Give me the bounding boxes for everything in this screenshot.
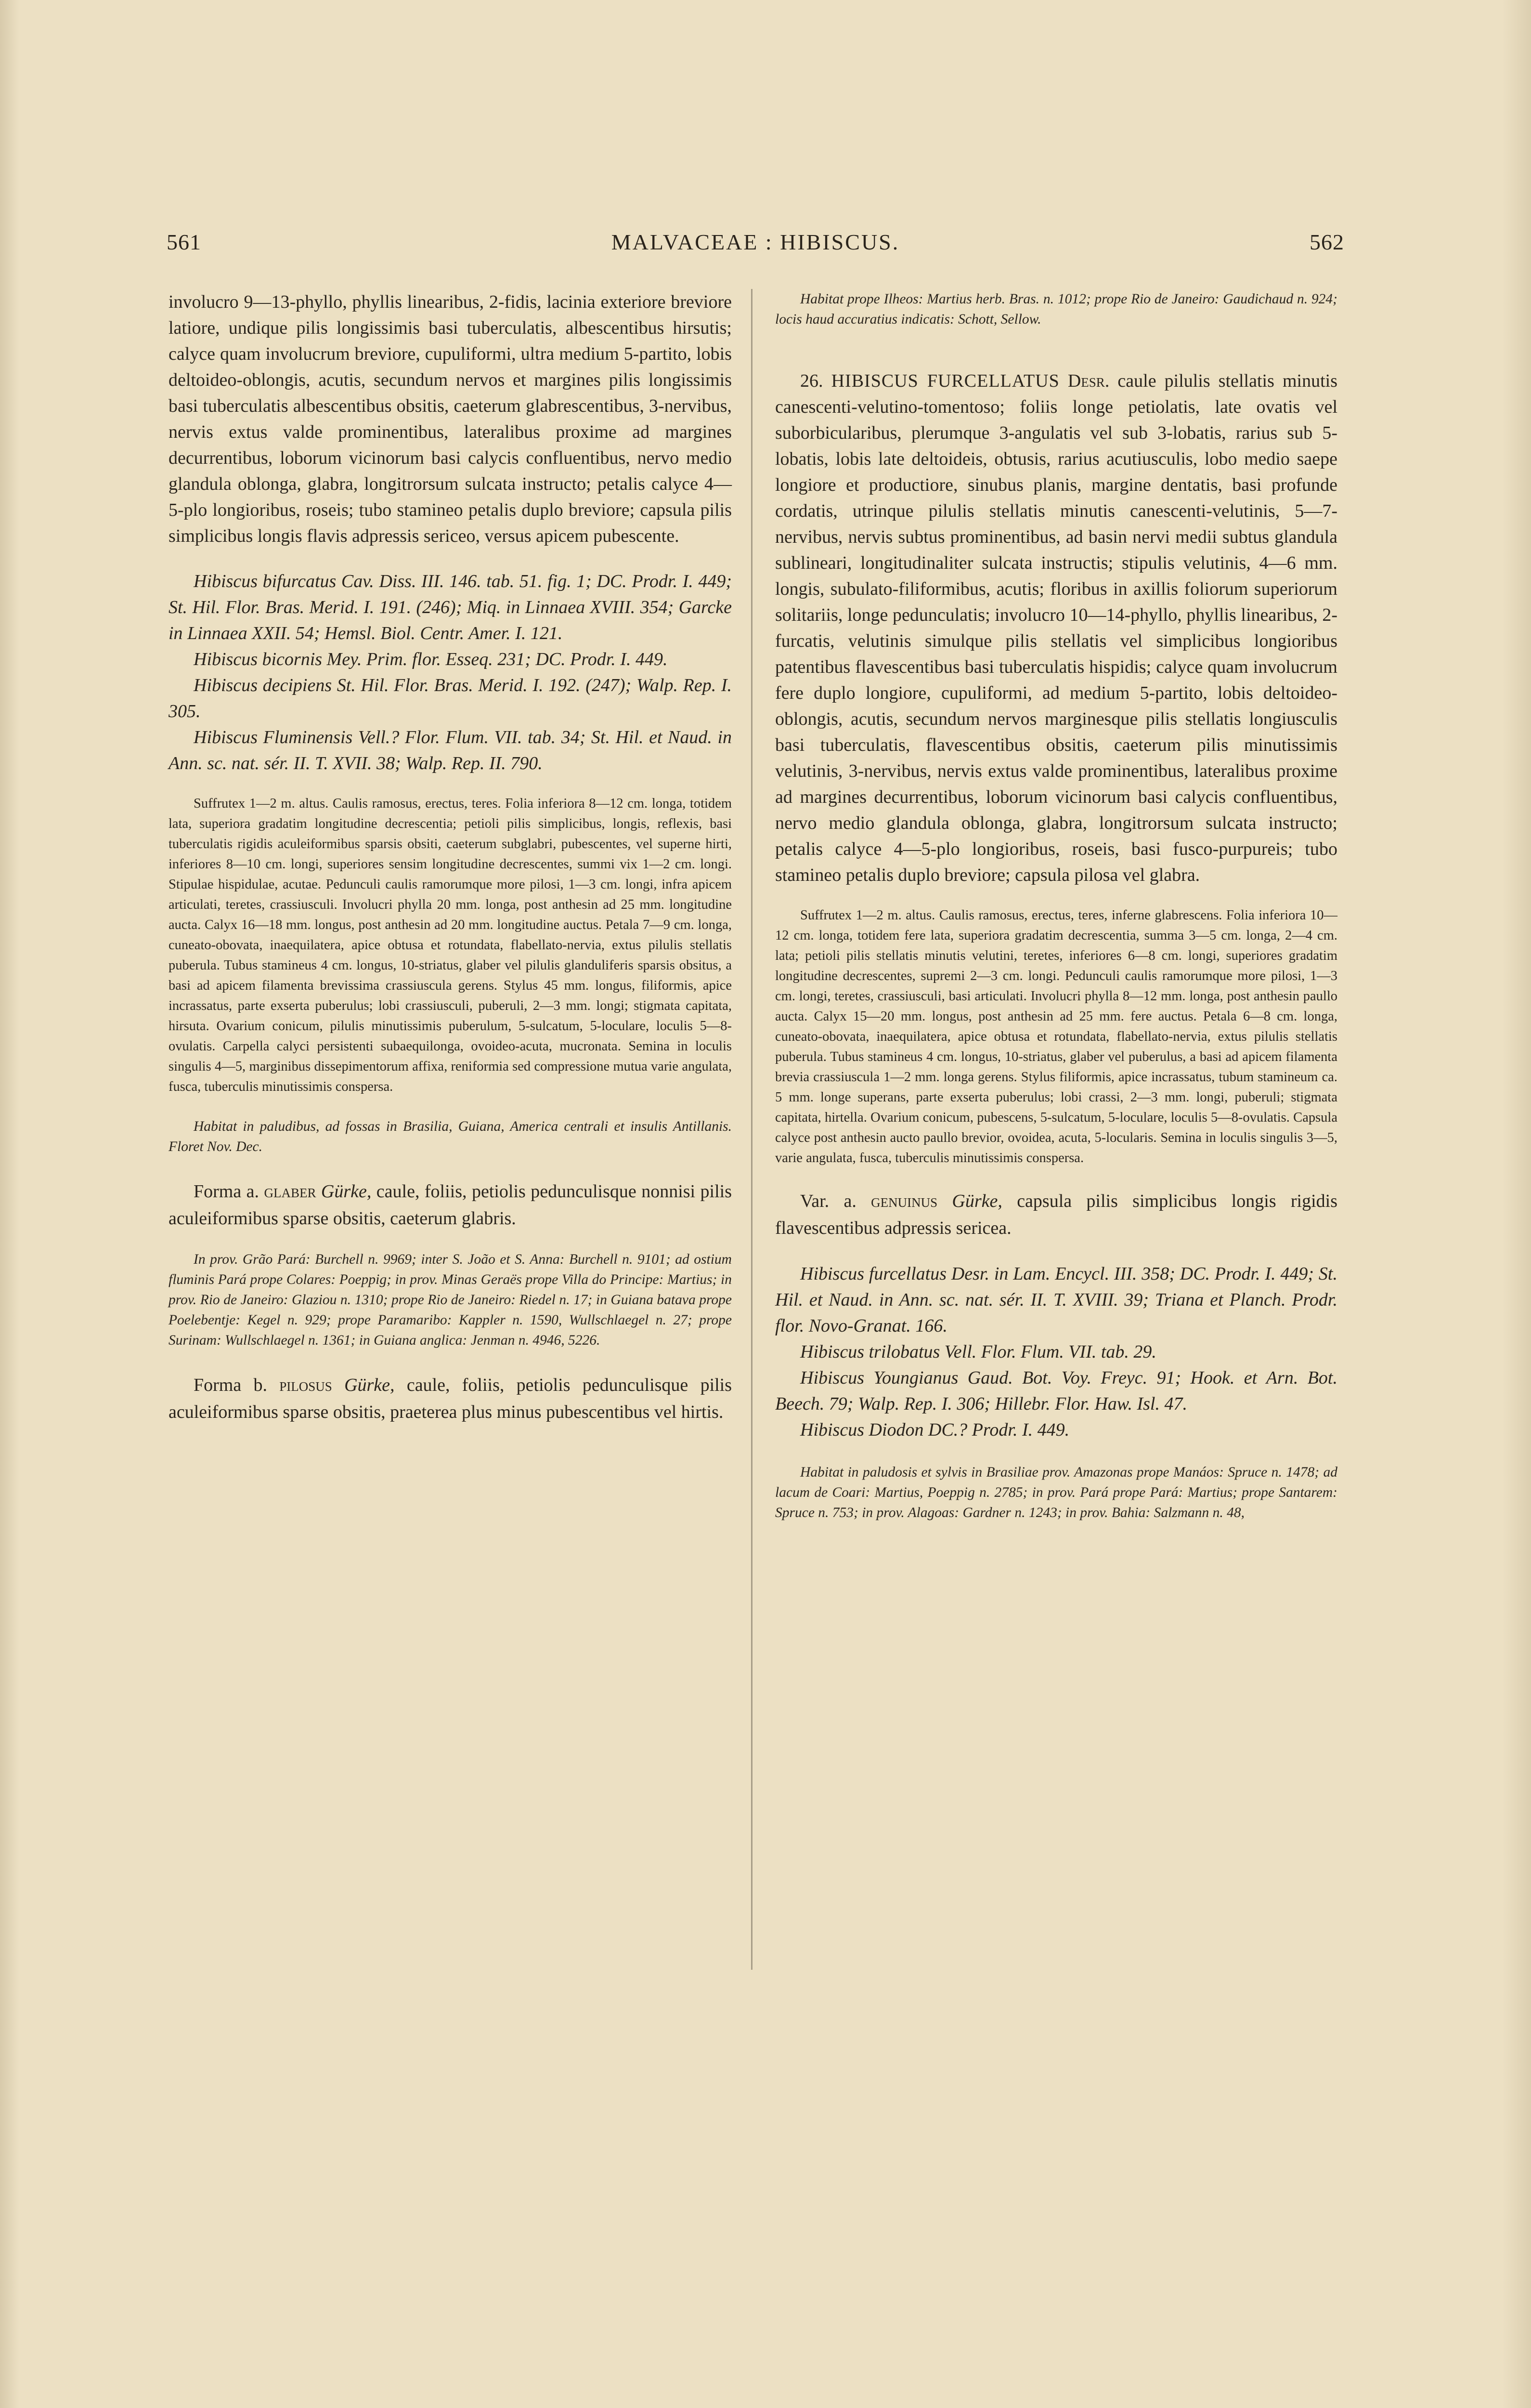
running-title: MALVACEAE : HIBISCUS. (611, 230, 900, 254)
forma-b-author: Gürke, (344, 1375, 395, 1395)
page-edge-shade-right (1502, 0, 1531, 2408)
column-divider (751, 289, 753, 1970)
habitat-note-top: Habitat prope Ilheos: Martius herb. Bras. n. 1012; prope Rio de Janeiro: Gaudichaud n. 924; locis haud accuratius indicatis: Schott, Sellow. (775, 291, 1337, 327)
citation: Hibiscus Fluminensis Vell.? Flor. Flum. VII. tab. 34; St. Hil. et Naud. in Ann. sc. nat. sér. II. T. XVII. 38; Walp. Rep. II. 790. (169, 727, 732, 773)
forma-a-name: glaber (264, 1181, 316, 1202)
variety-a-author: Gürke, (952, 1191, 1002, 1211)
morphology-details: Suffrutex 1—2 m. altus. Caulis ramosus, erectus, teres, inferne glabrescens. Folia inferiora 10—12 cm. longa, totidem fere lata, superiora gradatim decrescentia, summa 3—5 cm. longa, 2—4 cm. lata; petioli pilis stellatis minutis velutini, teretes, inferiores 6—8 cm. longi, superiores gradatim longitudine decrescentes, supremi 2—3 cm. longi. Pedunculi caulis ramorumque more pilosi, 1—3 cm. longi, teretes, crassiusculi, basi articulati. Involucri phylla 8—12 mm. longa, post anthesin paullo aucta. Calyx 15—20 mm. longus, post anthesin ad 25 mm. fere auctus. Petala 6—8 cm. longa, cuneato-obovata, inaequilatera, apice obtusa et rotundata, flabellato-nervia, extus pilulis stellatis puberula. Tubus stamineus 4 cm. longus, 10-striatus, glaber vel puberulus, a basi ad apicem filamenta brevia crassiuscula 1—2 mm. longa gerens. Stylus filiformis, apice incrassatus, tubum stamineum ca. 5 mm. longe superans, parte exserta puberulus; lobi crassi, 2—3 mm. longi, puberuli; stigmata capitata, hirtella. Ovarium conicum, pubescens, 5-sulcatum, 5-loculare, loculis 5—8-ovulatis. Capsula calyce post anthesin aucto paullo brevior, ovoidea, acuta, 5-locularis. Semina in loculis singulis 3—5, varie angulata, fusca, tuberculis minutissimis conspersa. (775, 908, 1337, 1165)
page-number-right: 562 (1310, 230, 1344, 254)
species-diagnosis: caule pilulis stellatis minutis canescenti-velutino-tomentoso; foliis longe petiolatis, late ovatis vel suborbicularibus, plerumque 3-angulatis vel sub 3-lobatis, rarius sub 5-lobatis, lobis late deltoideis, obtusis, rarius acutiusculis, lobo medio saepe longiore et productiore, sinubus planis, margine dentatis, basi profunde cordatis, utrinque pilulis stellatis minutis canescenti-velutinis, 5—7-nervibus, nervis subtus prominentibus, ad basin nervi medii subtus glandula sublineari, longitudinaliter sulcata instructis; stipulis velutinis, 4—6 mm. longis, subulato-filiformibus, acutis; floribus in axillis foliorum superiorum solitariis, longe pedunculatis; involucro 10—14-phyllo, phyllis linearibus, 2-furcatis, velutinis simulque pilis stellatis vel simplicibus longioribus patentibus flavescentibus basi tuberculatis hispidis; calyce quam involucrum fere duplo longiore, cupuliformi, ad medium 5-partito, lobis deltoideo-oblongis, acutis, secundum nervos marginesque pilis stellatis longiusculis basi tuberculatis, flavescentibus obsitis, caeterum pilis minutissimis velutinis, 3-nervibus, nervis extus valde prominentibus, lateralibus proxime ad margines decurrentibus, loborum vicinorum basi calycis confluentibus, nervo medio glandula oblonga, glabra, longitrorsum sulcata instructo; petalis calyce 4—5-plo longioribus, roseis, basi fusco-purpureis; tubo stamineo petalis duplo breviore; capsula pilosa vel glabra. (775, 371, 1337, 885)
forma-b-label: Forma b. (194, 1375, 267, 1395)
variety-a (775, 1188, 1337, 1242)
page-number-left: 561 (167, 230, 201, 254)
habitat-note: Habitat in paludibus, ad fossas in Brasilia, Guiana, America centrali et insulis Antillanis. Floret Nov. Dec. (169, 1119, 732, 1154)
habitat-note-bottom: Habitat in paludosis et sylvis in Brasiliae prov. Amazonas prope Manáos: Spruce n. 1478; ad lacum de Coari: Martius, Poeppig n. 2785; in prov. Pará prope Pará: Martius; prope Santarem: Spruce n. 753; in prov. Alagoas: Gardner n. 1243; in prov. Bahia: Salzmann n. 48, (775, 1465, 1337, 1520)
species-entry (775, 368, 1337, 888)
citation: Hibiscus Youngianus Gaud. Bot. Voy. Freyc. 91; Hook. et Arn. Bot. Beech. 79; Walp. Rep. I. 306; Hillebr. Flor. Haw. Isl. 47. (775, 1368, 1337, 1414)
morphology-details: Suffrutex 1—2 m. altus. Caulis ramosus, erectus, teres. Folia inferiora 8—12 cm. longa, totidem lata, superiora gradatim longitudine decrescentia; petioli pilis simplicibus, longis, reflexis, basi tuberculatis rigidis aculeiformibus sparsis obsiti, caeterum subglabri, pubescentes, vel superne hirti, inferiores 8—10 cm. longi, superiores sensim longitudine decrescentes, summi vix 1—2 cm. longi. Stipulae hispidulae, acutae. Pedunculi caulis ramorumque more pilosi, 1—3 cm. longi, infra apicem articulati, teretes, crassiusculi. Involucri phylla 20 mm. longa, post anthesin ad 25 mm. longitudine aucta. Calyx 16—18 mm. longus, post anthesin ad 20 mm. longitudine auctus. Petala 7—9 cm. longa, cuneato-obovata, inaequilatera, apice obtusa et rotundata, flabellato-nervia, extus pilulis stellatis puberula. Tubus stamineus 4 cm. longus, 10-striatus, glaber vel pilulis glanduliferis sparsis obsitus, a basi ad apicem filamenta brevissima crassiuscula gerens. Stylus 45 mm. longus, filiformis, apice incrassatus, parte exserta puberulus; lobi crassiusculi, puberuli, 2—3 mm. longi; stigmata capitata, hirsuta. Ovarium conicum, pilulis minutissimis puberulum, 5-sulcatum, 5-loculare, loculis 5—8-ovulatis. Carpella calyci persistenti subaequilonga, ovoideo-acuta, mucronata. Semina in loculis singulis 4—5, marginibus dissepimentorum affixa, reniformia sed compressione mutua varie angulata, fusca, tuberculis minutissimis conspersa. (169, 796, 732, 1094)
forma-b-text: caule, foliis, petiolis pedunculisque pilis aculeiformibus sparse obsitis, praeterea plus minus pubescentibus vel hirtis. (169, 1375, 732, 1422)
forma-a-text: caule, foliis, petiolis pedunculisque nonnisi pilis aculeiformibus sparse obsitis, caeterum glabris. (169, 1181, 732, 1229)
citation: Hibiscus Diodon DC.? Prodr. I. 449. (800, 1420, 1070, 1440)
citation: Hibiscus trilobatus Vell. Flor. Flum. VII. tab. 29. (800, 1342, 1156, 1362)
forma-a (169, 1178, 732, 1232)
right-column (775, 289, 1337, 1523)
species-name: HIBISCUS FURCELLATUS (831, 371, 1060, 391)
left-column (169, 289, 732, 1426)
variety-a-text: capsula pilis simplicibus longis rigidis flavescentibus adpressis sericea. (775, 1191, 1338, 1238)
species-description: involucro 9—13-phyllo, phyllis linearibus, 2-fidis, lacinia exteriore breviore latiore, undique pilis longissimis basi tuberculatis, albescentibus hirsutis; calyce quam involucrum breviore, cupuliformi, ultra medium 5-partito, lobis deltoideo-oblongis, acutis, secundum nervos et margines pilis longissimis basi tuberculatis albescentibus obsitis, caeterum glabrescentibus, 3-nervibus, nervis extus valde prominentibus, lateralibus proxime ad margines decurrentibus, loborum vicinorum basi calycis confluentibus, nervo medio glandula oblonga, glabra, longitrorsum sulcata instructo; petalis calyce 4—5-plo longioribus, roseis; tubo stamineo petalis duplo breviore; capsula pilis simplicibus longis flavis adpressis sericeo, versus apicem pubescente. (169, 292, 732, 546)
variety-a-name: genuinus (871, 1191, 938, 1211)
forma-a-localities: In prov. Grão Pará: Burchell n. 9969; inter S. João et S. Anna: Burchell n. 9101; ad ostium fluminis Pará prope Colares: Poeppig; in prov. Minas Geraës prope Villa do Principe: Martius; in prov. Rio de Janeiro: Glaziou n. 1310; prope Rio de Janeiro: Riedel n. 17; in Guiana batava prope Poelebentje: Kegel n. 929; prope Paramaribo: Kappler n. 1590, Wullschlaegel n. 27; prope Surinam: Wullschlaegel n. 1361; in Guiana anglica: Jenman n. 4946, 5226. (169, 1252, 732, 1348)
citation: Hibiscus decipiens St. Hil. Flor. Bras. Merid. I. 192. (247); Walp. Rep. I. 305. (169, 675, 732, 721)
citation: Hibiscus bicornis Mey. Prim. flor. Esseq. 231; DC. Prodr. I. 449. (194, 649, 668, 669)
forma-b (169, 1372, 732, 1426)
page-edge-shade-left (0, 0, 19, 2408)
forma-a-label: Forma a. (194, 1181, 259, 1202)
forma-b-name: pilosus (279, 1375, 332, 1395)
citation: Hibiscus furcellatus Desr. in Lam. Encycl. III. 358; DC. Prodr. I. 449; St. Hil. et Naud. in Ann. sc. nat. sér. II. T. XVIII. 39; Triana et Planch. Prodr. flor. Novo-Granat. 166. (775, 1264, 1337, 1336)
variety-a-label: Var. a. (800, 1191, 856, 1211)
species-number: 26. (800, 371, 823, 391)
running-header (167, 229, 1344, 263)
species-author: Desr. (1067, 371, 1110, 391)
citation: Hibiscus bifurcatus Cav. Diss. III. 146. tab. 51. fig. 1; DC. Prodr. I. 449; St. Hil. Flor. Bras. Merid. I. 191. (246); Miq. in Linnaea XVIII. 354; Garcke in Linnaea XXII. 54; Hemsl. Biol. Centr. Amer. I. 121. (169, 571, 732, 643)
forma-a-author: Gürke, (321, 1181, 372, 1202)
